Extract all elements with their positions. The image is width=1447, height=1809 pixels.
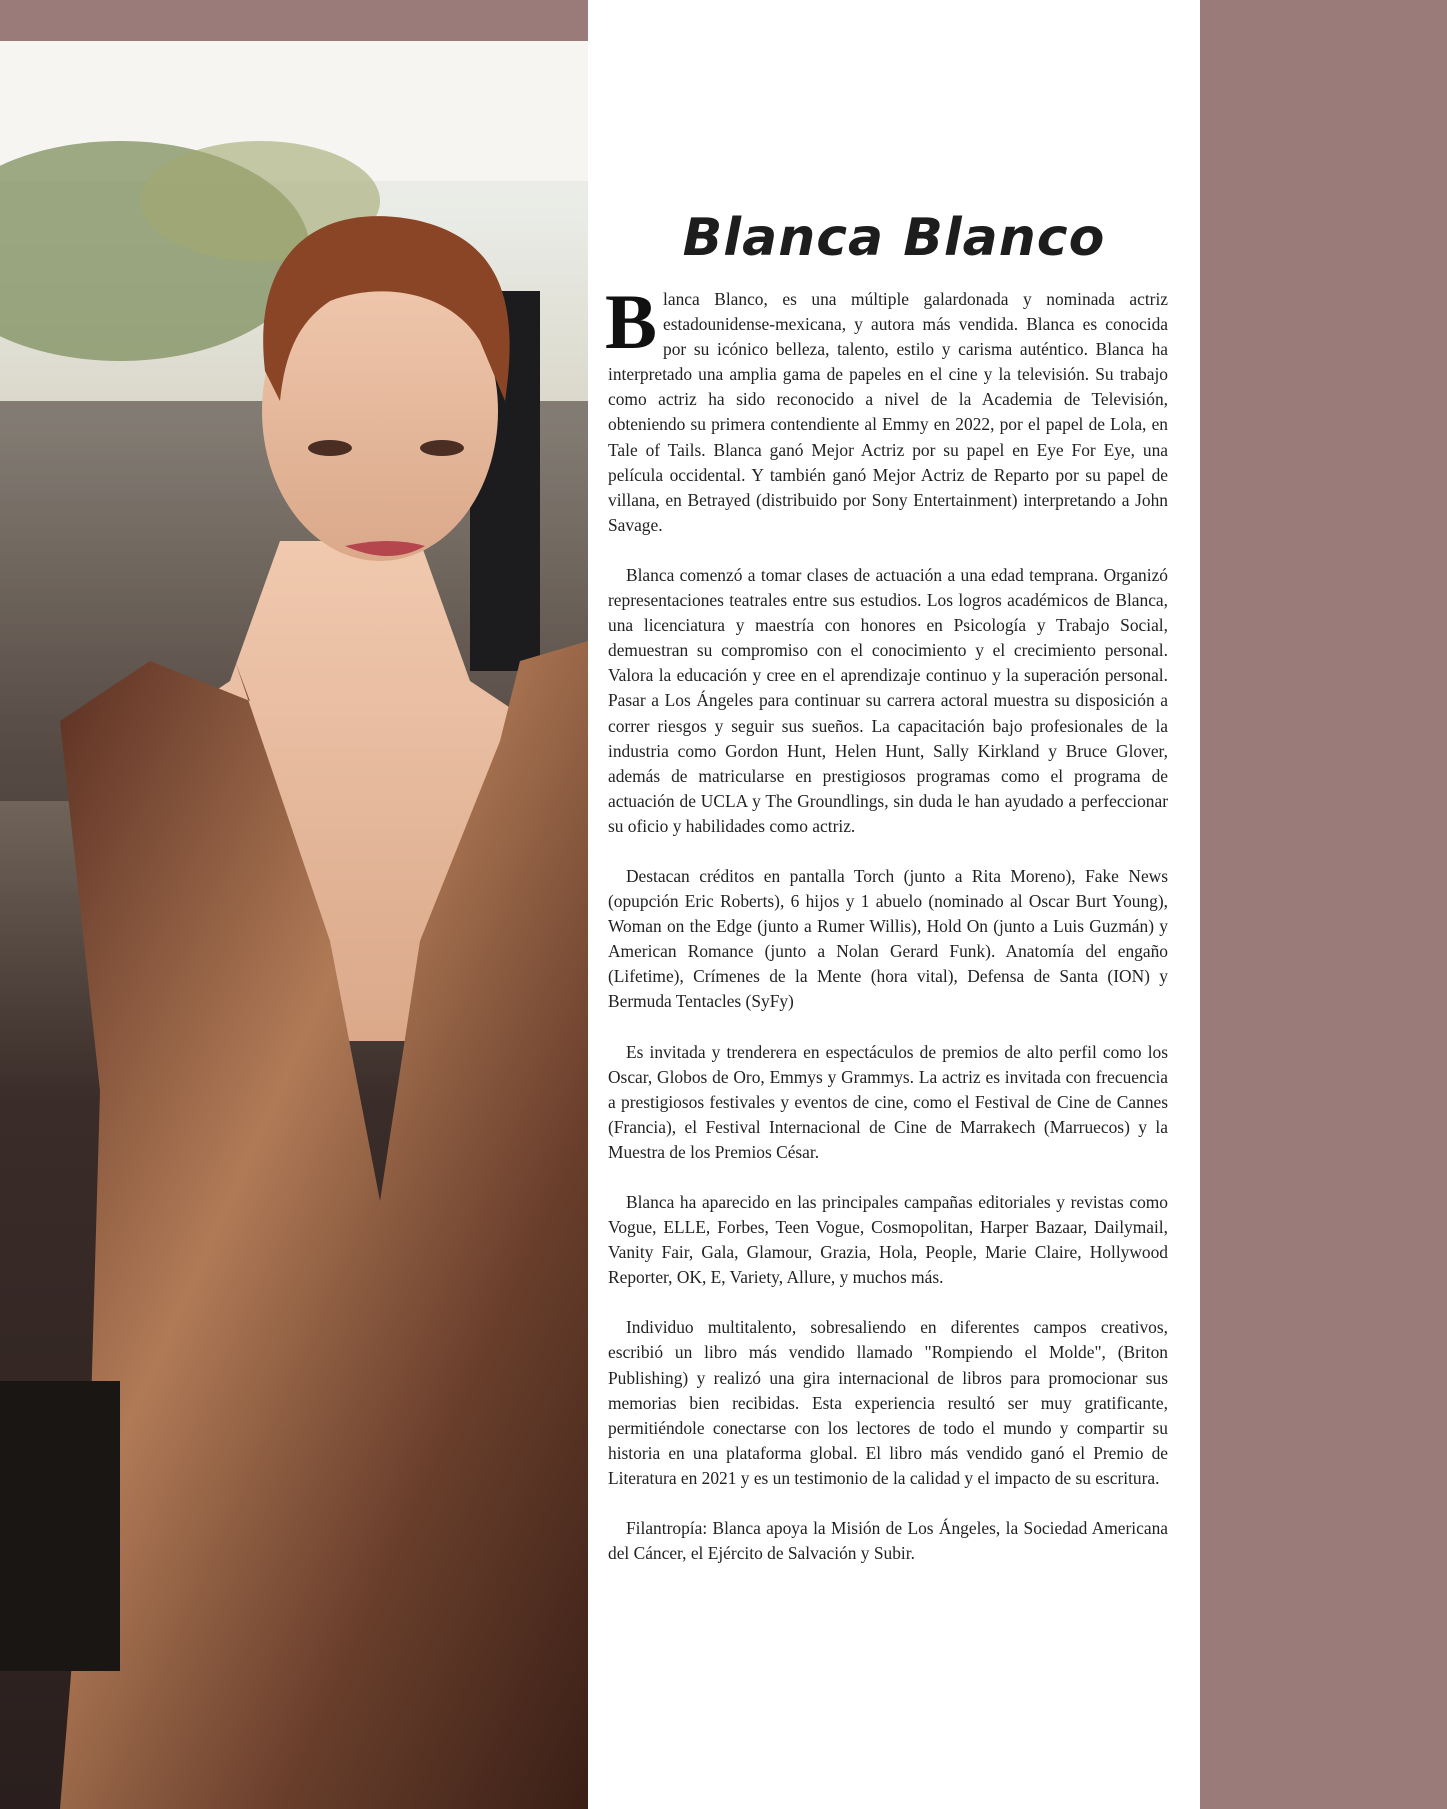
paragraph-4: Es invitada y trenderera en espectáculos de premios de alto perfil como los Oscar, Globos de Oro, Emmys y Grammys. La actriz es invitada con frecuencia a prestigiosos festivales y eventos de cine, como el Festival de Cine de Cannes (Francia), el Festival Internacional de Cine de Marrakech (Marruecos) y la Muestra de los Premios César.	[608, 1041, 1168, 1162]
paragraph-3: Destacan créditos en pantalla Torch (junto a Rita Moreno), Fake News (opupción Eric Roberts), 6 hijos y 1 abuelo (nominado al Oscar Burt Young), Woman on the Edge (junto a Rumer Willis), Hold On (junto a Luis Guzmán) y American Romance (junto a Nolan Gerard Funk). Anatomía del engaño (Lifetime), Crímenes de la Mente (hora vital), Defensa de Santa (ION) y Bermuda Tentacles (SyFy)	[608, 865, 1168, 1012]
paragraph-text: lanca Blanco, es una múltiple galardonada y nominada actriz estadounidense-mexicana, y autora más vendida. Blanca es conocida por su icónico belleza, talento, estilo y carisma auténtico. Blanca ha interpretado una amplia gama de papeles en el cine y la televisión. Su trabajo como actriz ha sido reconocido a nivel de la Academia de Televisión, obteniendo su primera contendiente al Emmy en 2022, por el papel de Lola, en Tale of Tails. Blanca ganó Mejor Actriz por su papel en Eye For Eye, una película occidental. Y también ganó Mejor Actriz de Reparto por su papel de villana, en Betrayed (distribuido por Sony Entertainment) interpretando a John Savage.	[608, 289, 1168, 535]
paragraph-7: Filantropía: Blanca apoya la Misión de Los Ángeles, la Sociedad Americana del Cáncer, el Ejército de Salvación y Subir.	[608, 1518, 1168, 1564]
portrait-illustration	[0, 41, 588, 1809]
right-eye	[420, 440, 464, 456]
paragraph-1	[605, 278, 1168, 538]
drop-cap: B	[605, 278, 658, 365]
paragraph-5: Blanca ha aparecido en las principales campañas editoriales y revistas como Vogue, ELLE, Forbes, Teen Vogue, Cosmopolitan, Harper Bazaar, Dailymail, Vanity Fair, Gala, Glamour, Grazia, Hola, People, Marie Claire, Hollywood Reporter, OK, E, Variety, Allure, y muchos más.	[608, 1192, 1168, 1288]
paragraph-6: Individuo multitalento, sobresaliendo en diferentes campos creativos, escribió un libro más vendido llamado "Rompiendo el Molde", (Briton Publishing) y realizó una gira internacional de libros para promocionar sus memorias bien recibidas. Esta experiencia resultó ser muy gratificante, permitiéndole conectarse con los lectores de todo el mundo y compartir su historia en una plataforma global. El libro más vendido ganó el Premio de Literatura en 2021 y es un testimonio de la calidad y el impacto de su escritura.	[608, 1317, 1168, 1488]
article-title: Blanca Blanco	[682, 208, 1106, 268]
article-body	[605, 278, 1168, 1591]
paragraph-2: Blanca comenzó a tomar clases de actuación a una edad temprana. Organizó representaciones teatrales entre sus estudios. Los logros académicos de Blanca, una licenciatura y maestría con honores en Psicología y Trabajo Social, demuestran su compromiso con el conocimiento y el crecimiento personal. Valora la educación y cree en el aprendizaje continuo y la superación personal. Pasar a Los Ángeles para continuar su carrera actoral muestra su disposición a correr riesgos y seguir sus sueños. La capacitación bajo profesionales de la industria como Gordon Hunt, Helen Hunt, Sally Kirkland y Bruce Glover, además de matricularse en prestigiosos programas como el programa de actuación de UCLA y The Groundlings, sin duda le han ayudado a perfeccionar su oficio y habilidades como actriz.	[608, 564, 1168, 836]
portrait-photo	[0, 41, 588, 1809]
left-eye	[308, 440, 352, 456]
clutch-bag	[0, 1381, 120, 1671]
article-page	[588, 0, 1200, 1809]
